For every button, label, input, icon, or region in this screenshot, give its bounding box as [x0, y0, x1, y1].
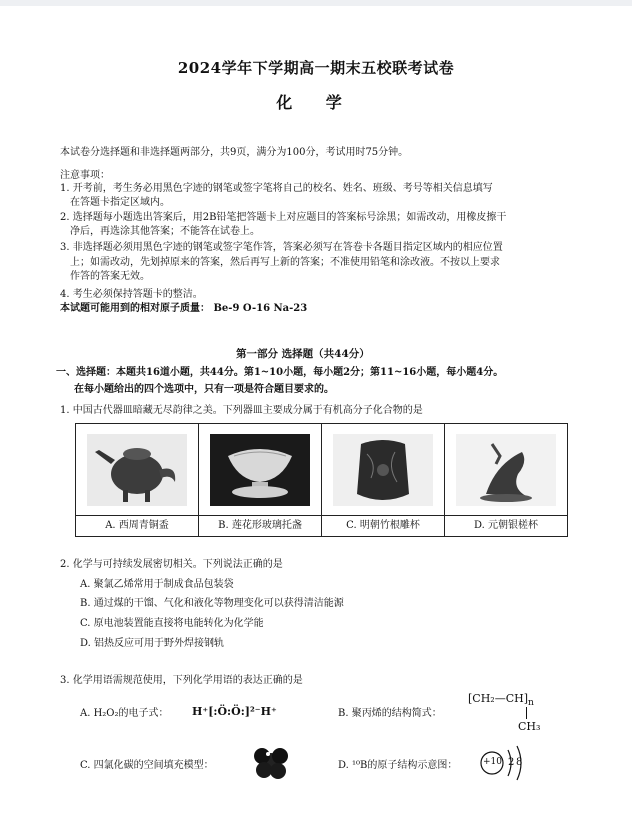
- intro-text: 本试卷分选择题和非选择题两部分，共9页，满分为100分，考试用时75分钟。: [60, 147, 409, 158]
- subject-title: 化 学: [276, 93, 356, 112]
- bamboo-root-cup-image: [333, 434, 433, 506]
- h2o2-electron-formula: H⁺[:Ö:Ö:]²⁻H⁺: [192, 705, 277, 718]
- glass-cup-image: [210, 434, 310, 506]
- note-line: 4. 考生必须保持答题卡的整洁。: [60, 289, 203, 300]
- note-line: 上；如需改动，先划掉原来的答案，然后再写上新的答案；不准使用铅笔和涂改液。不按以上要求: [70, 257, 500, 268]
- question-1-stem: 1. 中国古代器皿暗藏无尽韵律之美。下列器皿主要成分属于有机高分子化合物的是: [60, 405, 423, 416]
- option-d-image-cell: [445, 424, 568, 516]
- section-instructions: 一、选择题：本题共16道小题，共44分。第1~10小题，每小题2分；第11~16小题，每小题4分。: [56, 367, 504, 378]
- note-line: 3. 非选择题必须用黑色字迹的钢笔或签字笔作答，答案必须写在答卷卡各题目指定区域内的相应位置: [60, 242, 503, 253]
- note-line: 1. 开考前，考生务必用黑色字迹的钢笔或签字笔将自己的校名、姓名、班级、考号等相关信息填写: [60, 183, 493, 194]
- question-2-stem: 2. 化学与可持续发展密切相关。下列说法正确的是: [60, 559, 283, 570]
- window-top-strip: [0, 0, 632, 6]
- q2-option-b[interactable]: B. 通过煤的干馏、气化和液化等物理变化可以获得清洁能源: [80, 598, 344, 609]
- bronze-vessel-image: [87, 434, 187, 506]
- notes-heading: 注意事项：: [60, 170, 110, 181]
- option-d-label[interactable]: D. 元朝银槎杯: [445, 516, 568, 537]
- note-line: 作答的答案无效。: [70, 271, 150, 282]
- option-a-label[interactable]: A. 西周青铜盉: [76, 516, 199, 537]
- q2-option-d[interactable]: D. 铝热反应可用于野外焊接钢轨: [80, 638, 225, 649]
- silver-raft-cup-image: [456, 434, 556, 506]
- atomic-masses: 本试题可能用到的相对原子质量： Be-9 O-16 Na-23: [60, 303, 308, 314]
- q2-option-c[interactable]: C. 原电池装置能直接将电能转化为化学能: [80, 618, 264, 629]
- option-a-image-cell: [76, 424, 199, 516]
- option-b-image-cell: [199, 424, 322, 516]
- ccl4-space-filling-model: [252, 744, 290, 780]
- question-1-options-table: [75, 423, 568, 537]
- nucleus-charge: +10: [483, 757, 502, 767]
- option-c-image-cell: [322, 424, 445, 516]
- note-line: 2. 选择题每小题选出答案后，用2B铅笔把答题卡上对应题目的答案标号涂黑；如需改动，用橡皮擦干: [60, 212, 507, 223]
- q3-option-d[interactable]: D. ¹⁰B的原子结构示意图：: [338, 760, 458, 771]
- polymer-degree: n: [528, 697, 534, 709]
- shell-2-electrons: 8: [516, 757, 523, 768]
- q2-option-a[interactable]: A. 聚氯乙烯常用于制成食品包装袋: [80, 579, 234, 590]
- note-line: 在答题卡指定区域内。: [70, 197, 170, 208]
- methyl-group: CH₃: [518, 720, 541, 733]
- section-instructions-2: 在每小题给出的四个选项中，只有一项是符合题目要求的。: [74, 384, 334, 395]
- q3-option-b[interactable]: B. 聚丙烯的结构简式：: [338, 708, 442, 719]
- exam-title: 2024学年下学期高一期末五校联考试卷: [177, 59, 455, 77]
- polypropylene-main-chain: CH₂—CH: [472, 692, 524, 705]
- q3-option-a[interactable]: A. H₂O₂的电子式：: [80, 708, 169, 719]
- shell-1-electrons: 2: [508, 757, 515, 768]
- q3-option-c[interactable]: C. 四氯化碳的空间填充模型：: [80, 760, 214, 771]
- bracket-left: [: [468, 692, 473, 705]
- polypropylene-formula: [468, 692, 534, 708]
- bracket-right: ]: [523, 692, 529, 705]
- part-title: 第一部分 选择题（共44分）: [236, 348, 370, 360]
- question-3-stem: 3. 化学用语需规范使用，下列化学用语的表达正确的是: [60, 675, 303, 686]
- option-b-label[interactable]: B. 莲花形玻璃托盏: [199, 516, 322, 537]
- bond-line: [526, 707, 527, 719]
- note-line: 净后，再选涂其他答案；不能答在试卷上。: [70, 226, 260, 237]
- option-c-label[interactable]: C. 明朝竹根雕杯: [322, 516, 445, 537]
